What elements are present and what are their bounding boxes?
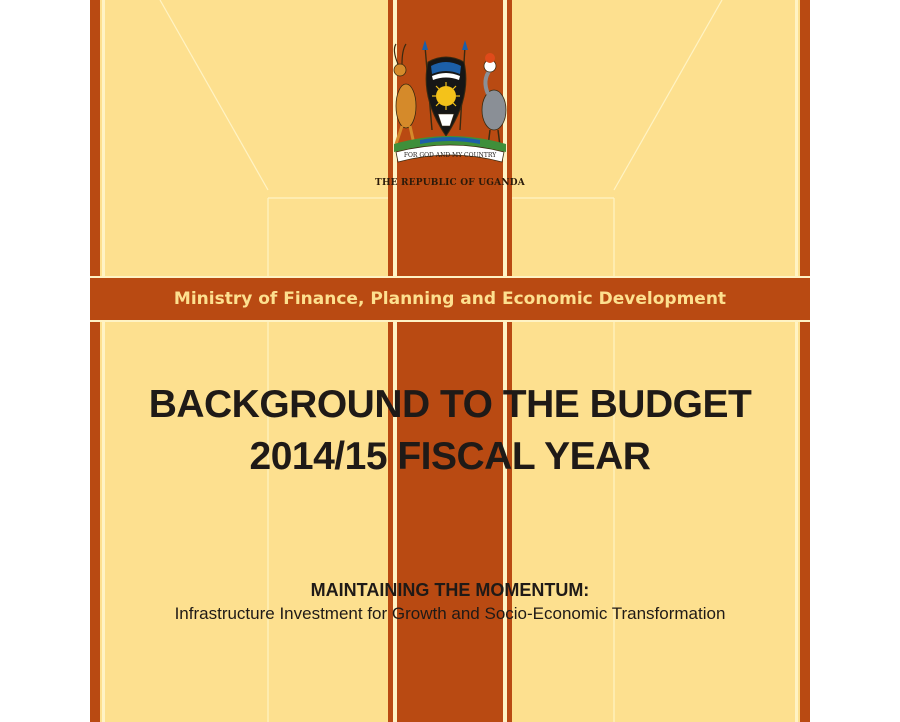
cover-subtitle-line2: Infrastructure Investment for Growth and Socio-Economic Transformation	[174, 604, 726, 623]
cover-title-line1: BACKGROUND TO THE BUDGET	[148, 383, 752, 426]
cover-title-line2: 2014/15 FISCAL YEAR	[249, 435, 651, 478]
ministry-band-stripe-bottom	[90, 320, 810, 322]
ministry-name: Ministry of Finance, Planning and Economic Development	[173, 289, 727, 309]
budget-cover	[90, 0, 810, 722]
cover-subtitle-line1: MAINTAINING THE MOMENTUM:	[310, 580, 590, 600]
coat-of-arms	[380, 40, 520, 170]
crest-motto: FOR GOD AND MY COUNTRY	[403, 152, 497, 159]
republic-label: THE REPUBLIC OF UGANDA	[375, 178, 525, 188]
ministry-band-stripe-top	[90, 276, 810, 278]
